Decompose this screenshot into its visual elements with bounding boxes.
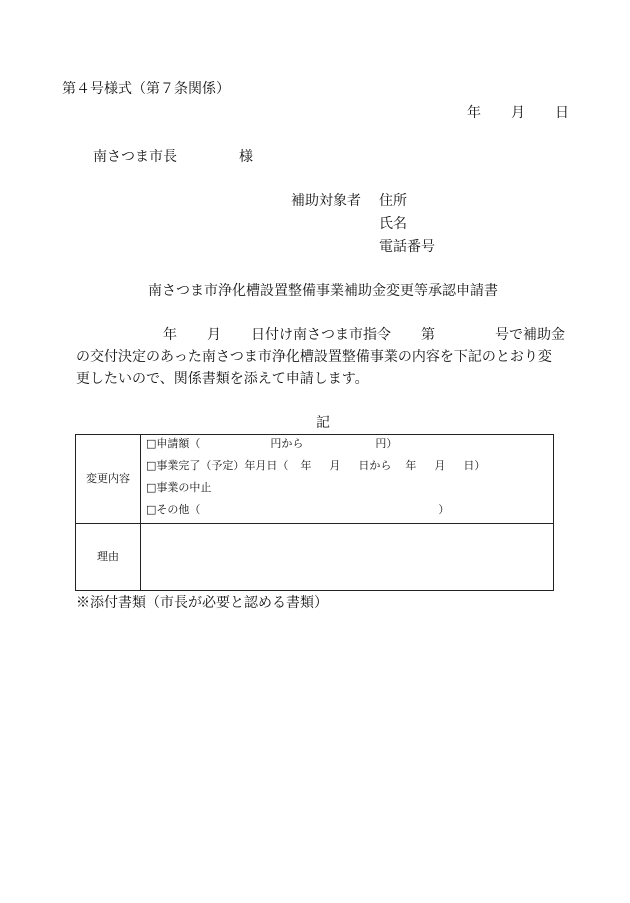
option-other-prefix: □その他（ — [146, 503, 201, 516]
body-line-2: の交付決定のあった南さつま市浄化槽設置整備事業の内容を下記のとおり変 — [76, 349, 552, 365]
date-year-label: 年 — [467, 105, 481, 121]
option-amount-prefix: □申請額（ — [146, 437, 201, 450]
option-amount[interactable] — [141, 435, 553, 457]
change-options-cell — [141, 435, 554, 524]
form-number: 第４号様式（第７条関係） — [62, 81, 230, 97]
option-completion-month-1: 月 — [329, 459, 341, 472]
body-month-label: 月 — [207, 327, 221, 343]
option-cancel[interactable] — [141, 479, 553, 501]
body-line-1 — [163, 326, 565, 344]
attachment-note: ※添付書類（市長が必要と認める書類） — [76, 595, 328, 611]
body-number-prefix: 第 — [421, 327, 435, 343]
address-label: 住所 — [379, 193, 407, 209]
addressee-honorific: 様 — [239, 149, 253, 165]
application-date — [467, 104, 569, 122]
option-cancel-label: □事業の中止 — [146, 481, 212, 494]
applicant-label: 補助対象者 — [291, 193, 361, 209]
addressee — [93, 148, 253, 166]
date-month-label: 月 — [511, 105, 525, 121]
option-completion-day-2: 日） — [463, 459, 486, 472]
ki-heading: 記 — [316, 415, 330, 431]
option-completion-year-1: 年 — [300, 459, 312, 472]
body-line-3: 更したいので、関係書類を添えて申請します。 — [76, 371, 369, 387]
option-other[interactable] — [141, 501, 553, 523]
date-day-label: 日 — [555, 105, 569, 121]
name-label: 氏名 — [379, 216, 407, 232]
phone-label: 電話番号 — [379, 239, 435, 255]
option-amount-from: 円から — [270, 437, 304, 450]
change-table — [75, 434, 554, 591]
addressee-name: 南さつま市長 — [93, 149, 177, 165]
reason-field[interactable] — [141, 524, 554, 591]
reason-label: 理由 — [76, 524, 141, 591]
option-other-suffix: ） — [438, 503, 450, 516]
option-completion-month-2: 月 — [434, 459, 446, 472]
option-completion-year-2: 年 — [405, 459, 417, 472]
document-title: 南さつま市浄化槽設置整備事業補助金変更等承認申請書 — [148, 283, 498, 299]
change-content-label: 変更内容 — [76, 435, 141, 524]
body-number-suffix: 号で補助金 — [495, 327, 565, 343]
body-day-reference: 日付け南さつま市指令 — [251, 327, 391, 343]
option-completion-prefix: □事業完了（予定）年月日（ — [146, 459, 289, 472]
option-completion-date[interactable] — [141, 457, 553, 479]
body-year-label: 年 — [163, 327, 177, 343]
option-completion-day-1: 日から — [358, 459, 392, 472]
option-amount-to: 円） — [375, 437, 398, 450]
